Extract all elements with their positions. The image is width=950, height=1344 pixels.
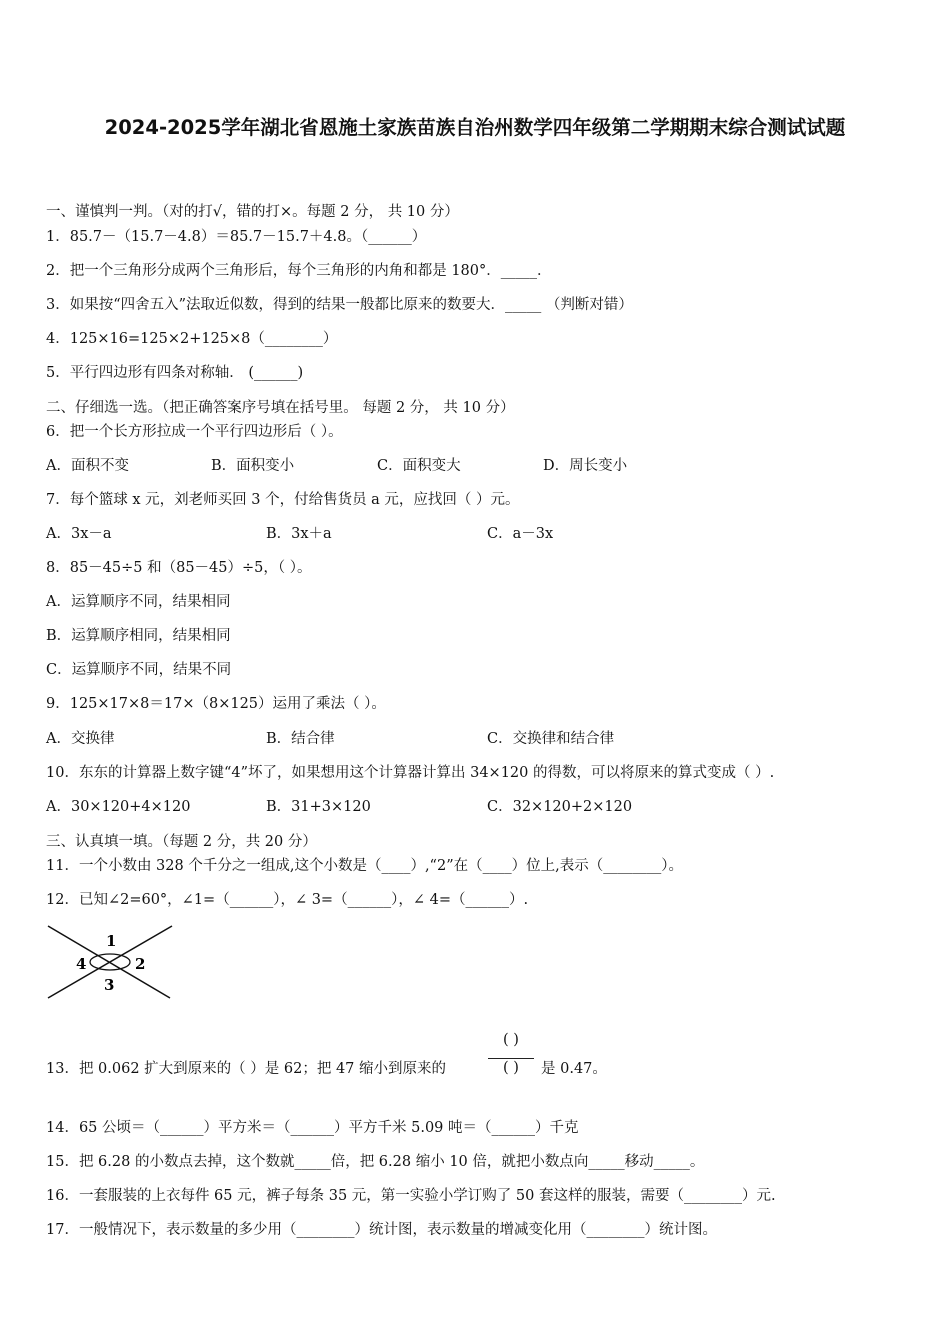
question-9-option-a: A．交换律 [46,731,115,747]
question-7-option-c: C．a－3x [487,526,554,542]
question-8-option-a: A．运算顺序不同，结果相同 [46,594,231,610]
question-6-option-a: A．面积不变 [46,458,129,474]
question-8-option-b: B．运算顺序相同，结果相同 [46,628,231,644]
question-9-option-c: C．交换律和结合律 [487,731,615,747]
fraction-numerator: ( ) [503,1032,519,1048]
question-9: 9．125×17×8＝17×（8×125）运用了乘法（ ）。 [46,696,386,712]
question-3: 3．如果按“四舍五入”法取近似数，得到的结果一般都比原来的数要大．_____ （判断对错） [46,297,633,313]
fraction-bar [488,1058,534,1059]
question-11: 11．一个小数由 328 个千分之一组成,这个小数是（____）,“2”在（____）位上,表示（________）。 [46,858,683,874]
question-2: 2．把一个三角形分成两个三角形后，每个三角形的内角和都是 180°．_____． [46,263,552,279]
question-9-option-b: B．结合律 [266,731,335,747]
question-12: 12．已知∠2=60°，∠1=（______），∠ 3=（______），∠ 4=（______）. [46,892,529,908]
question-17: 17．一般情况下，表示数量的多少用（________）统计图，表示数量的增减变化用（________）统计图。 [46,1222,717,1238]
question-7: 7．每个篮球 x 元，刘老师买回 3 个，付给售货员 a 元，应找回（ ）元。 [46,492,520,508]
question-10-option-c: C．32×120+2×120 [487,799,633,815]
section-2-heading: 二、仔细选一选。（把正确答案序号填在括号里。 每题 2 分， 共 10 分） [46,400,515,416]
question-14: 14．65 公顷＝（______）平方米＝（______）平方千米 5.09 吨＝（______）千克 [46,1120,579,1136]
question-1: 1．85.7－（15.7－4.8）＝85.7－15.7＋4.8。（______） [46,229,427,245]
question-7-option-b: B．3x＋a [266,526,332,542]
question-13-part-b: 是 0.47。 [541,1061,607,1077]
fraction-denominator: ( ) [503,1060,519,1076]
angle-label-2: 2 [135,955,146,973]
angle-label-4: 4 [76,955,87,973]
page-title: 2024-2025学年湖北省恩施土家族苗族自治州数学四年级第二学期期末综合测试试题 [104,116,846,139]
question-10: 10．东东的计算器上数字键“4”坏了，如果想用这个计算器计算出 34×120 的得数，可以将原来的算式变成（ ）. [46,765,775,781]
question-8: 8．85－45÷5 和（85－45）÷5，（ ）。 [46,560,312,576]
question-5: 5．平行四边形有四条对称轴． (______) [46,365,304,381]
section-1-heading: 一、谨慎判一判。（对的打√，错的打×。每题 2 分， 共 10 分） [46,204,459,220]
question-7-option-a: A．3x－a [46,526,112,542]
question-13-part-a: 13．把 0.062 扩大到原来的（ ）是 62；把 47 缩小到原来的 [46,1061,447,1077]
question-15: 15．把 6.28 的小数点去掉，这个数就_____倍，把 6.28 缩小 10 倍，就把小数点向_____移动_____。 [46,1154,705,1170]
question-10-option-a: A．30×120+4×120 [46,799,191,815]
angle-label-1: 1 [106,932,117,950]
angle-label-3: 3 [104,976,115,994]
angle-figure [44,922,178,1002]
question-6-option-c: C．面积变大 [377,458,461,474]
question-13-fraction [484,1032,538,1082]
section-3-heading: 三、认真填一填。（每题 2 分，共 20 分） [46,834,317,850]
question-8-option-c: C．运算顺序不同，结果不同 [46,662,232,678]
question-6: 6．把一个长方形拉成一个平行四边形后（ ）。 [46,424,343,440]
question-10-option-b: B．31+3×120 [266,799,371,815]
question-16: 16．一套服装的上衣每件 65 元，裤子每条 35 元，第一实验小学订购了 50 套这样的服装，需要（________）元. [46,1188,776,1204]
question-6-option-d: D．周长变小 [543,458,628,474]
question-4: 4．125×16=125×2+125×8（________） [46,331,338,347]
question-6-option-b: B．面积变小 [211,458,295,474]
